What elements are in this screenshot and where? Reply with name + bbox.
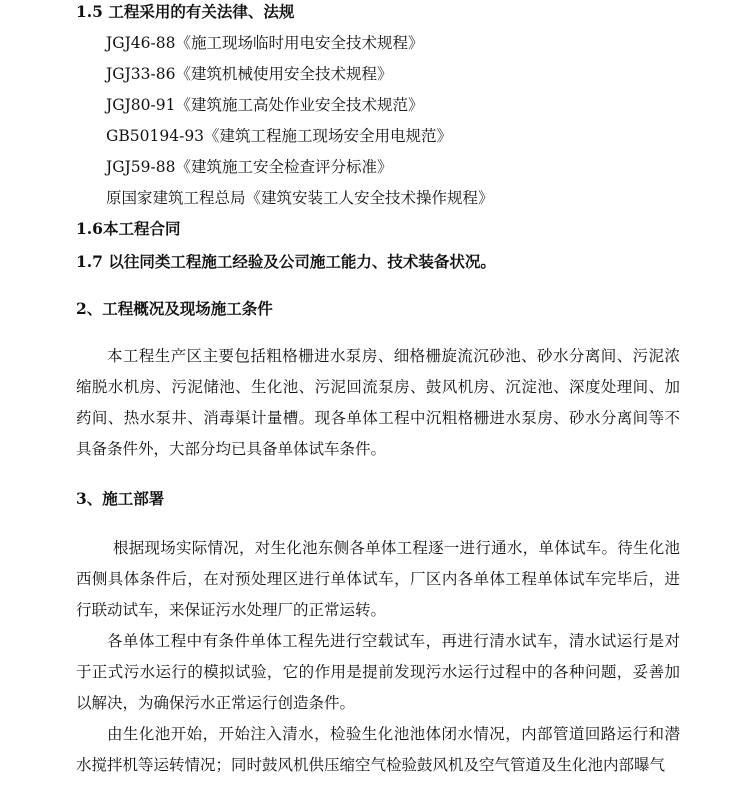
regulation-item: JGJ59-88《建筑施工安全检查评分标准》: [106, 158, 393, 176]
regulation-item: GB50194-93《建筑工程施工现场安全用电规范》: [106, 127, 453, 145]
section-1-6-heading: 1.6本工程合同: [76, 219, 181, 238]
regulation-item: JGJ80-91《建筑施工高处作业安全技术规范》: [106, 96, 424, 114]
section-3-paragraph: 各单体工程中有条件单体工程先进行空载试车，再进行清水试车，清水试运行是对于正式污水运行的模拟试验，它的作用是提前发现污水运行过程中的各种问题，妥善加以解决，为确保污水正常运行创造条件。: [76, 632, 680, 712]
section-1-7-heading: 1.7 以往同类工程施工经验及公司施工能力、技术装备状况。: [76, 252, 496, 271]
section-3-paragraph: 由生化池开始，开始注入清水，检验生化池池体闭水情况，内部管道回路运行和潜水搅拌机等运转情况；同时鼓风机供压缩空气检验鼓风机及空气管道及生化池内部曝气: [76, 725, 680, 774]
section-3-heading: 3、施工部署: [76, 489, 165, 508]
section-2-paragraph: 本工程生产区主要包括粗格栅进水泵房、细格栅旋流沉砂池、砂水分离间、污泥浓缩脱水机房、污泥储池、生化池、污泥回流泵房、鼓风机房、沉淀池、深度处理间、加药间、热水泵井、消毒渠计量槽。现各单体工程中沉粗格栅进水泵房、砂水分离间等不具备条件外，大部分均已具备单体试车条件。: [76, 347, 680, 458]
regulation-item: 原国家建筑工程总局《建筑安装工人安全技术操作规程》: [106, 189, 494, 207]
section-1-5-heading: 1.5 工程采用的有关法律、法规: [76, 2, 295, 21]
regulation-item: JGJ46-88《施工现场临时用电安全技术规程》: [106, 34, 424, 52]
regulation-item: JGJ33-86《建筑机械使用安全技术规程》: [106, 65, 393, 83]
section-3-paragraph: 根据现场实际情况，对生化池东侧各单体工程逐一进行通水，单体试车。待生化池西侧具体条件后，在对预处理区进行单体试车，厂区内各单体工程单体试车完毕后，进行联动试车，来保证污水处理厂的正常运转。: [76, 539, 680, 619]
section-2-heading: 2、工程概况及现场施工条件: [76, 299, 273, 318]
